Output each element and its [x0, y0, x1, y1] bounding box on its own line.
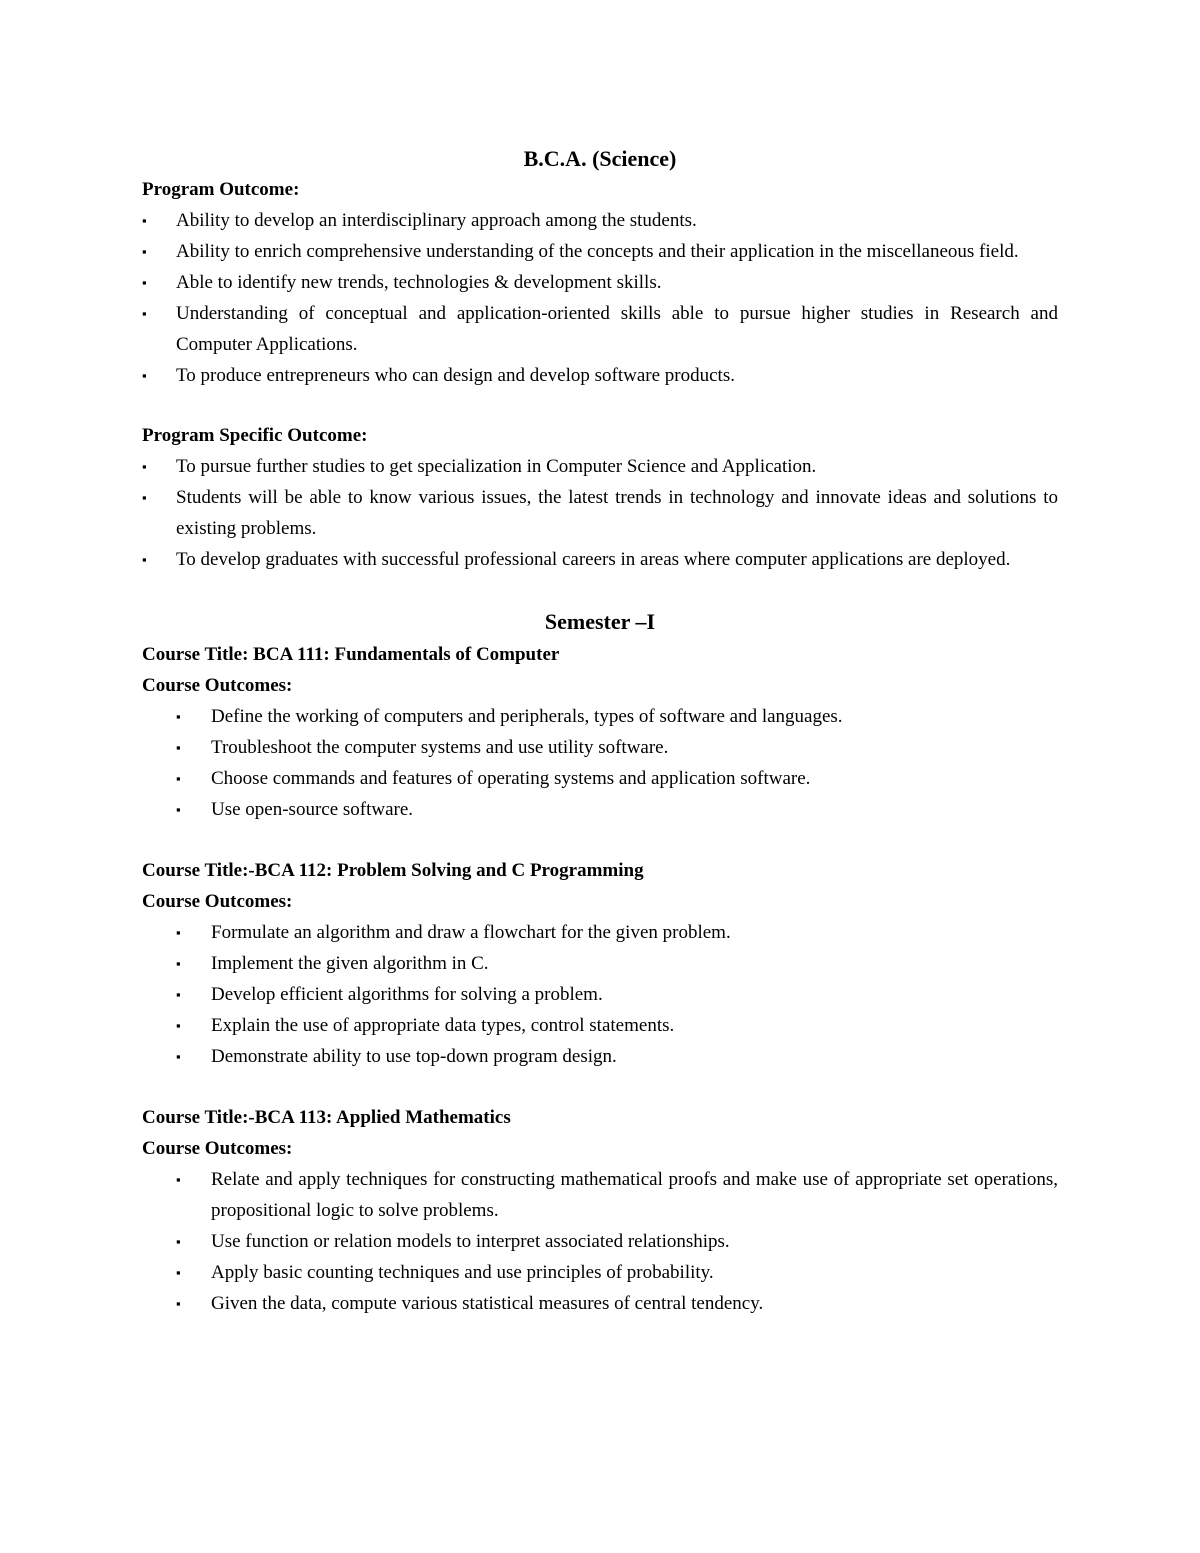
list-item-text: Formulate an algorithm and draw a flowchart for the given problem. [211, 922, 731, 943]
list-item [142, 360, 1058, 391]
bullet-icon: ▪ [142, 368, 147, 383]
list-item [142, 701, 1058, 732]
list-item-text: Develop efficient algorithms for solving a problem. [211, 984, 603, 1005]
bullet-icon: ▪ [142, 459, 147, 474]
spacer [142, 825, 1058, 855]
list-item [142, 1226, 1058, 1257]
spacer [142, 575, 1058, 605]
list-item-text: To develop graduates with successful professional careers in areas where computer applications are deployed. [176, 549, 1011, 570]
bullet-icon: ▪ [142, 306, 147, 321]
list-item [142, 1041, 1058, 1072]
course-outcomes-list [142, 1164, 1058, 1319]
list-item [142, 979, 1058, 1010]
list-item-text: Students will be able to know various issues, the latest trends in technology and innovate ideas and solutions to existing problems. [176, 487, 1058, 539]
bullet-icon: ▪ [176, 1018, 181, 1033]
list-item-text: To pursue further studies to get specialization in Computer Science and Application. [176, 456, 817, 477]
list-item-text: Understanding of conceptual and application-oriented skills able to pursue higher studies in Research and Computer Applications. [176, 303, 1058, 355]
list-item-text: Apply basic counting techniques and use principles of probability. [211, 1262, 714, 1283]
list-item [142, 948, 1058, 979]
course-title: Course Title:-BCA 112: Problem Solving and C Programming [142, 860, 644, 881]
list-item-text: Demonstrate ability to use top-down program design. [211, 1046, 617, 1067]
bullet-icon: ▪ [176, 1234, 181, 1249]
document-body [142, 143, 1058, 1319]
list-item [142, 917, 1058, 948]
list-item [142, 267, 1058, 298]
list-item-text: Given the data, compute various statistical measures of central tendency. [211, 1293, 764, 1314]
spacer [142, 391, 1058, 421]
course-outcomes-label: Course Outcomes: [142, 891, 293, 912]
program-outcome-list [142, 205, 1058, 391]
bullet-icon: ▪ [176, 1265, 181, 1280]
list-item-text: Define the working of computers and peripherals, types of software and languages. [211, 706, 843, 727]
list-item-text: Able to identify new trends, technologies & development skills. [176, 272, 662, 293]
list-item [142, 1288, 1058, 1319]
program-specific-outcome-list [142, 451, 1058, 575]
program-specific-outcome-heading: Program Specific Outcome: [142, 425, 368, 446]
list-item-text: Implement the given algorithm in C. [211, 953, 489, 974]
list-item [142, 482, 1058, 544]
course-outcomes-label: Course Outcomes: [142, 675, 293, 696]
list-item-text: Ability to develop an interdisciplinary approach among the students. [176, 210, 697, 231]
program-outcome-heading: Program Outcome: [142, 179, 300, 200]
list-item [142, 544, 1058, 575]
bullet-icon: ▪ [176, 771, 181, 786]
list-item [142, 205, 1058, 236]
semester-title: Semester –I [544, 609, 656, 634]
bullet-icon: ▪ [176, 956, 181, 971]
list-item-text: Choose commands and features of operating systems and application software. [211, 768, 811, 789]
bullet-icon: ▪ [176, 1049, 181, 1064]
bullet-icon: ▪ [176, 1172, 181, 1187]
course-title: Course Title:-BCA 113: Applied Mathematics [142, 1107, 511, 1128]
bullet-icon: ▪ [176, 1296, 181, 1311]
list-item [142, 1257, 1058, 1288]
bullet-icon: ▪ [176, 925, 181, 940]
course-outcomes-list [142, 917, 1058, 1072]
bullet-icon: ▪ [142, 244, 147, 259]
bullet-icon: ▪ [142, 275, 147, 290]
list-item-text: To produce entrepreneurs who can design and develop software products. [176, 365, 735, 386]
document-title: B.C.A. (Science) [523, 146, 677, 171]
list-item [142, 732, 1058, 763]
list-item [142, 763, 1058, 794]
list-item [142, 298, 1058, 360]
list-item-text: Use open-source software. [211, 799, 414, 820]
bullet-icon: ▪ [176, 709, 181, 724]
bullet-icon: ▪ [142, 490, 147, 505]
list-item [142, 794, 1058, 825]
course-outcomes-list [142, 701, 1058, 825]
spacer [142, 1072, 1058, 1102]
list-item [142, 451, 1058, 482]
list-item [142, 1010, 1058, 1041]
bullet-icon: ▪ [176, 740, 181, 755]
course-outcomes-label: Course Outcomes: [142, 1138, 293, 1159]
list-item-text: Explain the use of appropriate data types, control statements. [211, 1015, 675, 1036]
bullet-icon: ▪ [142, 552, 147, 567]
list-item-text: Ability to enrich comprehensive understanding of the concepts and their application in the miscellaneous field. [176, 241, 1019, 262]
bullet-icon: ▪ [142, 213, 147, 228]
list-item-text: Troubleshoot the computer systems and use utility software. [211, 737, 669, 758]
list-item-text: Use function or relation models to interpret associated relationships. [211, 1231, 730, 1252]
course-title: Course Title: BCA 111: Fundamentals of Computer [142, 644, 560, 665]
bullet-icon: ▪ [176, 802, 181, 817]
list-item-text: Relate and apply techniques for constructing mathematical proofs and make use of appropriate set operations, propositional logic to solve problems. [211, 1169, 1058, 1221]
list-item [142, 236, 1058, 267]
bullet-icon: ▪ [176, 987, 181, 1002]
list-item [142, 1164, 1058, 1226]
